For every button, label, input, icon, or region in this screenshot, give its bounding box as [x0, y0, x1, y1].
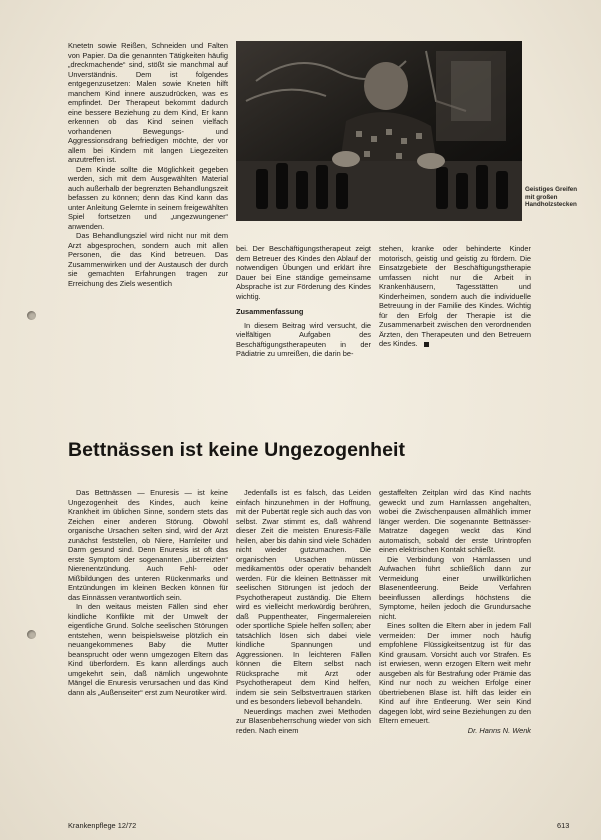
summary-heading: Zusammenfassung — [236, 307, 304, 316]
top-left-column — [68, 41, 228, 439]
photo-illustration — [236, 41, 522, 221]
photo-caption: Geistiges Greifen mit großen Handholzstecken — [525, 186, 578, 209]
top-right-column — [379, 244, 531, 429]
paragraph: bei. Der Beschäftigungstherapeut zeigt dem Betreuer des Kindes den Ablauf der notwendigen Übungen und erklärt ihre Dauer bei Eine ständige gemeinsame Absprache ist zur Förderung des Kindes wichtig. — [236, 244, 371, 301]
top-mid-column — [236, 244, 371, 429]
journal-issue: Krankenpflege 12/72 — [68, 821, 137, 830]
article-column-1 — [68, 488, 228, 813]
summary-text: stehen, kranke oder behinderte Kinder motorisch, geistig und geistig zu fördern. Die Einsatzgebiete der Beschäftigungstherapie umfassen nicht nur die Arbeit in Krankenhäusern, Tagesstätten und Kinderheimen, sondern auch die individuelle Betreuung in der Familie des Kindes. Wichtig für den Erfolg der Therapie ist die Zusammenarbeit zwischen den verordnenden Ärzten, den Therapeuten und den Betreuern des Kindes. — [379, 244, 531, 348]
punch-hole — [27, 630, 36, 639]
paragraph: Jedenfalls ist es falsch, das Leiden einfach hinzunehmen in der Hoffnung, mit der Pubertät regle sich auch das von selbst. Zwar stimmt es, daß während dieser Zeit die meisten Enuresis-Fälle heilen, aber bis dahin sind viele Schäden nicht wieder gutzumachen. Die organischen Ursachen müssen medikamentös oder operativ behandelt werden. Für die kleinen Bettnässer mit seelischen Störungen ist jedoch der Psychotherapeut zuständig. Die Eltern wird es vielleicht merkwürdig berühren, daß Puppentheater, Fingermalereien oder sportliche Spiele helfen sollen; aber tatsächlich lösen sich dabei viele kindliche Spannungen und Aggressionen. In leichteren Fällen können die Eltern selbst nach Rücksprache mit Arzt oder Psychotherapeut dem Kind helfen, indem sie sein Selbstvertrauen stärken und es besonders liebevoll behandeln. — [236, 488, 371, 706]
summary-paragraph: In diesem Beitrag wird versucht, die vielfältigen Aufgaben des Beschäftigungstherapeuten in der Pädiatrie zu umreißen, die darin be- — [236, 320, 371, 358]
paragraph: gestaffelten Zeitplan wird das Kind nachts geweckt und zum Harnlassen angehalten, wobei die Zwischenpausen allmählich immer länger werden. Die sogenannte Bettnässer-Matratze dagegen weckt das Kind automatisch, sobald der erste Urintropfen einen elektrischen Kontakt schließt. — [379, 488, 531, 554]
end-mark-icon — [424, 342, 429, 347]
article-column-2 — [236, 488, 371, 813]
page-number: 613 — [557, 821, 570, 830]
paragraph: Neuerdings machen zwei Methoden zur Blasenbeherrschung wieder von sich reden. Nach einem — [236, 706, 371, 735]
article-column-3 — [379, 488, 531, 813]
paragraph: Die Verbindung von Harnlassen und Aufwachen führt schließlich dann zur Vermeidung einer unwillkürlichen Blasenentleerung. Beide Verfahren beeinflussen allerdings höchstens die Symptome, heilen jedoch die Grundursache nicht. — [379, 554, 531, 621]
summary-continuation — [379, 244, 531, 349]
paragraph: Dem Kinde sollte die Möglichkeit gegeben werden, sich mit dem Ausgewählten Material auch außerhalb der begrenzten Behandlungszeit befassen zu können; denn das Kind kann das unter Anleitung Gelernte in seinem freigewählten Spiel fortsetzen und „ungezwungener“ anwenden. — [68, 164, 228, 231]
paragraph: In den weitaus meisten Fällen sind eher kindliche Konflikte mit der Umwelt der eigentliche Grund. Solche seelischen Störungen entstehen, wenn beispielsweise plötzlich ein neuangekommenes Baby die Mutter beansprucht oder wenn umgezogen Eltern das Kind überfordern. Es kann allerdings auch umgekehrt sein, daß nämlich ungewohnte Mängel die Enuresis verursachen und das Kind dann als „Außenseiter“ erst zum Neurotiker wird. — [68, 602, 228, 697]
paragraph: Das Bettnässen — Enuresis — ist keine Ungezogenheit des Kindes, auch keine Krankheit im üblichen Sinne, sondern stets das Zeichen einer anderen Störung. Obwohl organische Ursachen selten sind, wird der Arzt zunächst feststellen, ob Niere, Harnleiter und Darm gesund sind. Denn Enuresis ist oft das erste Symptom der sogenannten „überreizten“ Nierenentzündung. Auch Fehl- oder Mißbildungen des unteren Rückenmarks und Entzündungen im kleinen Becken können für das Einnässen verantwortlich sein. — [68, 488, 228, 602]
punch-hole — [27, 311, 36, 320]
paragraph: Knetetn sowie Reißen, Schneiden und Falten von Papier. Da die genannten Tätigkeiten häufig „dreckmachende“ sind, stößt sie manchmal auf Unverständnis. Dem ist folgendes entgegenzusetzen: Malen sowie Kneten hilft manchem Kind innere auszudrücken, was es empfindet. Der Therapeut bekommt dadurch eine bessere Beziehung zu dem Kind, Er kann erkennen ob das Kind seinen vielfach vorhandenen Bewegungs- und Aggressionsdrang befriedigen möchte, der vor allem bei Kindern mit langen Liegezeiten anzutreffen ist. — [68, 41, 228, 164]
paragraph: Eines sollten die Eltern aber in jedem Fall vermeiden: Der immer noch häufig empfohlene Flüssigkeitsentzug ist für das Kind grausam. Vorsicht auch vor Strafen. Es ist erwiesen, wenn erzogen Eltern weit mehr ausgeben als für Bestrafung oder Prämie das Kind nur noch zu weichen Erfolge einer übertriebenen Blase ist. hilft das leider ein Kind auf ihre Entleerung. Wer sein Kind dagegen lobt, wird seine Beziehungen zu den Eltern erneuert. — [379, 621, 531, 725]
photo-child-playing — [236, 41, 522, 221]
paragraph: Das Behandlungsziel wird nicht nur mit dem Arzt abgesprochen, sondern auch mit allen Personen, die das Kind betreuen. Das Zusammenwirken und der Austausch der durch sie gemachten Erfahrungen tragen zur Erreichung des Ziels wesentlich — [68, 231, 228, 288]
author-signature: Dr. Hanns N. Wenk — [467, 725, 531, 735]
article-headline: Bettnässen ist keine Ungezogenheit — [68, 439, 406, 461]
